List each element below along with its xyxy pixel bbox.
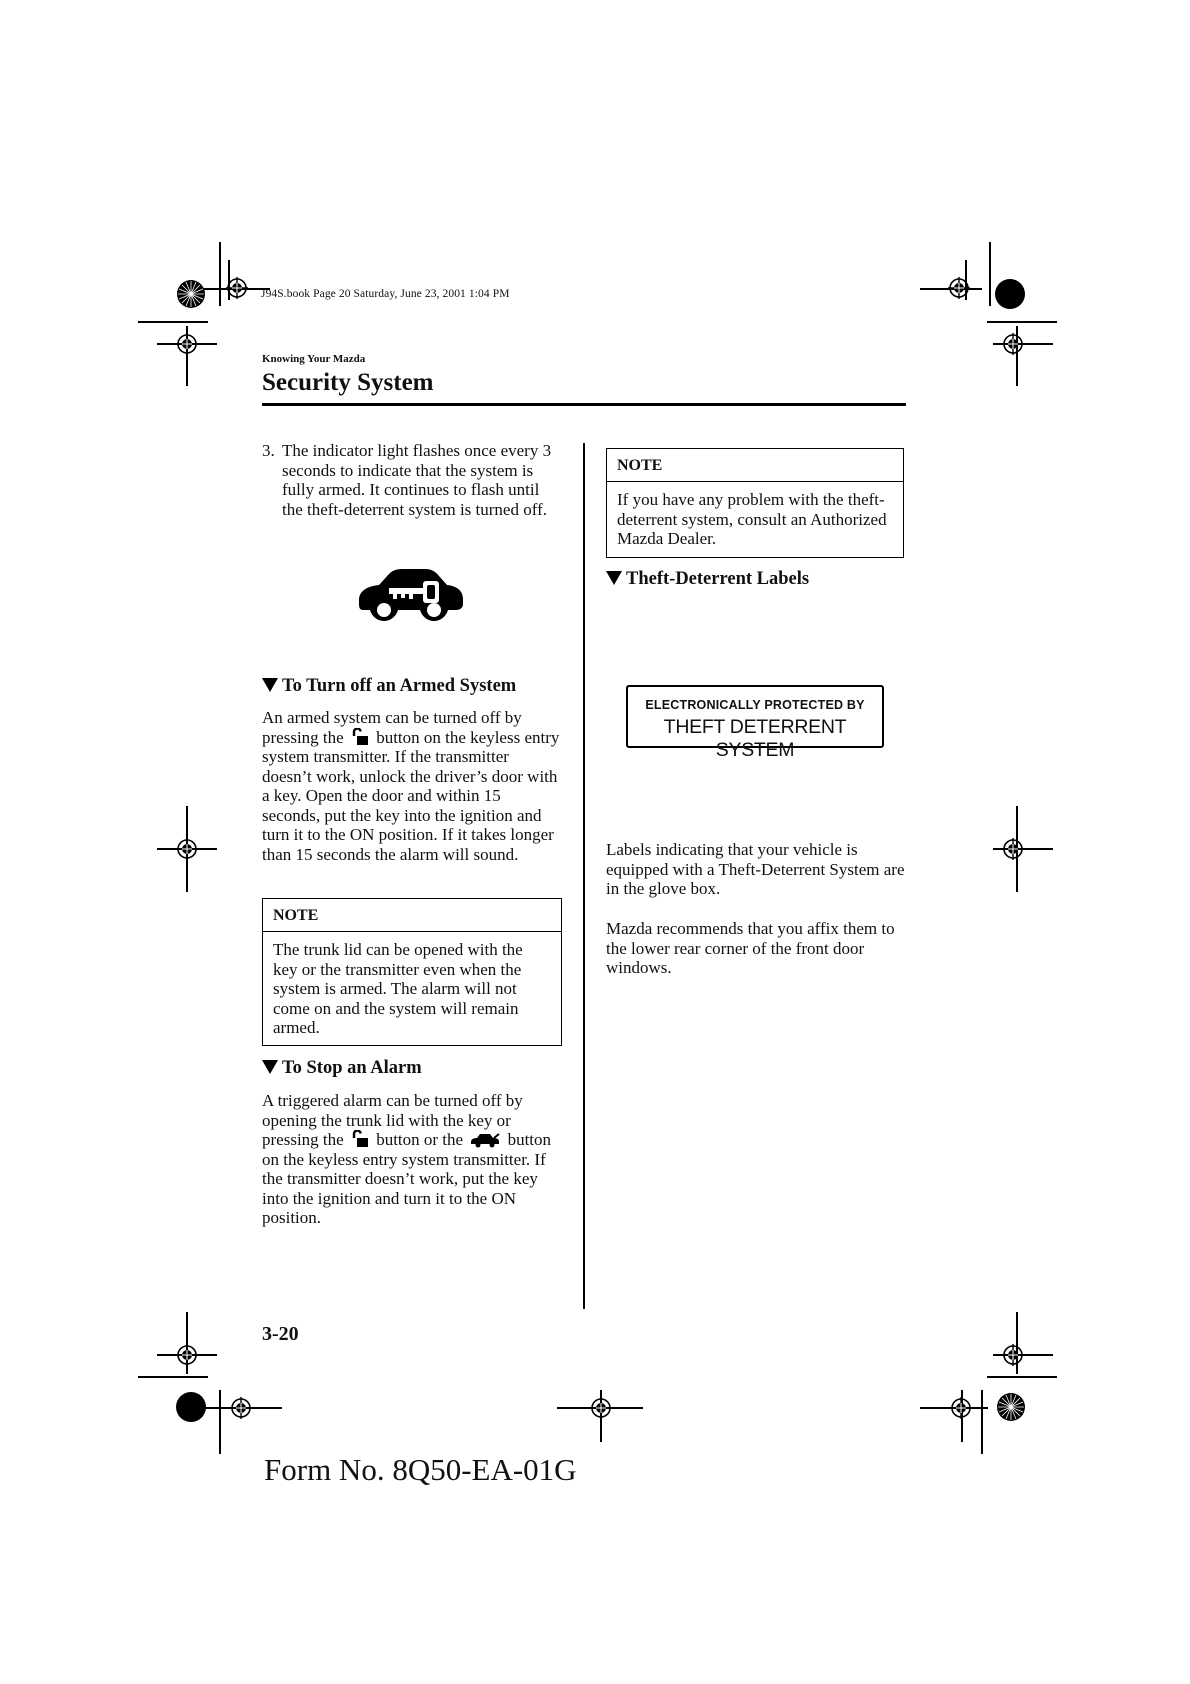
starburst-mark-icon: [996, 1392, 1026, 1422]
title-rule: [262, 403, 906, 406]
label-line-2: THEFT DETERRENT SYSTEM: [663, 716, 847, 761]
print-info: J94S.book Page 20 Saturday, June 23, 2001 1:04 PM: [261, 288, 510, 300]
stop-alarm-paragraph: A triggered alarm can be turned off by opening the trunk lid with the key or pressing the button or the button on the keyless entry system transmitter. If the transmitter doesn’t work, put the key into the ignition and turn it to the ON position.: [262, 1091, 552, 1227]
note-title: NOTE: [263, 899, 561, 932]
heading-labels: Theft-Deterrent Labels: [606, 569, 809, 590]
form-number: Form No. 8Q50-EA-01G: [264, 1452, 577, 1487]
note-body: If you have any problem with the theft-deterrent system, consult an Authorized Mazda Dealer.: [617, 490, 887, 548]
triangle-bullet-icon: [262, 678, 278, 692]
registration-mark-icon: [176, 333, 198, 355]
step-number: 3.: [262, 441, 275, 460]
page-title: Security System: [262, 369, 434, 396]
note-box-dealer: [606, 448, 904, 558]
triangle-bullet-icon: [262, 1060, 278, 1074]
note-box-trunk: [262, 898, 562, 1046]
label-line-1: ELECTRONICALLY PROTECTED BY: [645, 698, 865, 712]
note-title: NOTE: [607, 449, 903, 482]
registration-mark-icon: [230, 1397, 252, 1419]
solid-dot-mark-icon: [995, 279, 1025, 309]
registration-mark-icon: [590, 1397, 612, 1419]
labels-paragraph-2: Mazda recommends that you affix them to the lower rear corner of the front door windows.: [606, 919, 895, 977]
registration-mark-icon: [1002, 1344, 1024, 1366]
heading-stop-alarm: To Stop an Alarm: [262, 1058, 422, 1079]
car-key-indicator-icon: [355, 566, 465, 622]
theft-deterrent-label: [626, 685, 884, 761]
registration-mark-icon: [226, 277, 248, 299]
registration-mark-icon: [176, 1344, 198, 1366]
heading-turn-off: To Turn off an Armed System: [262, 676, 516, 697]
trunk-open-icon: [470, 1133, 500, 1148]
section-label: Knowing Your Mazda: [262, 353, 366, 365]
solid-dot-mark-icon: [176, 1392, 206, 1422]
registration-mark-icon: [1002, 333, 1024, 355]
starburst-mark-icon: [176, 279, 206, 309]
note-body: The trunk lid can be opened with the key or the transmitter even when the system is armed. The alarm will not come on and the system will remain armed.: [273, 940, 523, 1037]
column-divider: [583, 443, 585, 1309]
page-number: 3-20: [262, 1323, 299, 1345]
registration-mark-icon: [1002, 838, 1024, 860]
registration-mark-icon: [948, 277, 970, 299]
unlock-icon: [351, 1130, 369, 1148]
turn-off-paragraph: An armed system can be turned off by pressing the button on the keyless entry system transmitter. If the transmitter doesn’t work, unlock the driver’s door with a key. Open the door and within 15 seconds, put the key into the ignition and turn it to the ON position. If it takes longer than 15 seconds the alarm will sound.: [262, 708, 560, 864]
registration-mark-icon: [950, 1397, 972, 1419]
registration-mark-icon: [176, 838, 198, 860]
triangle-bullet-icon: [606, 571, 622, 585]
labels-paragraph-1: Labels indicating that your vehicle is equipped with a Theft-Deterrent System are in the glove box.: [606, 840, 905, 898]
step-text: The indicator light flashes once every 3 seconds to indicate that the system is fully armed. It continues to flash until the theft-deterrent system is turned off.: [282, 441, 552, 519]
unlock-icon: [351, 728, 369, 746]
